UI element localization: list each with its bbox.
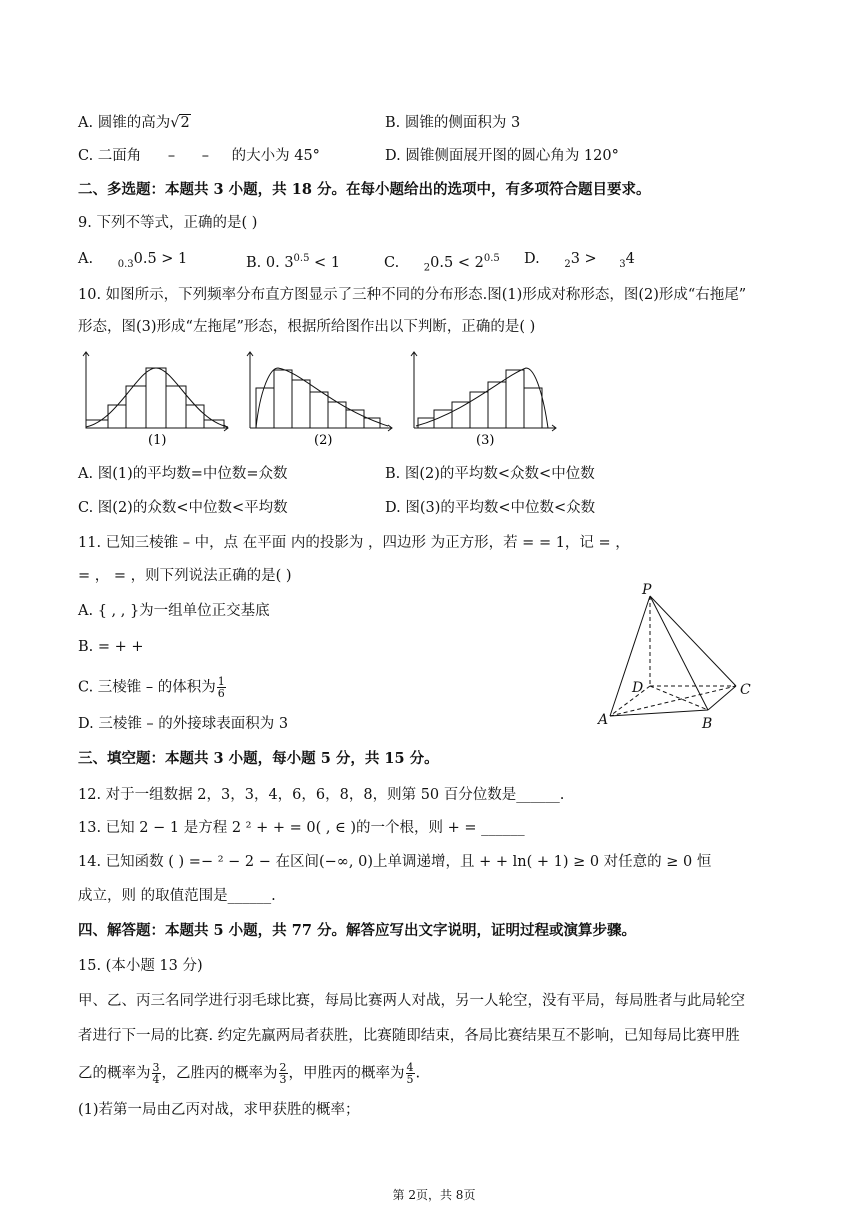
q9-option-b xyxy=(246,249,340,273)
sqrt-symbol: √2 xyxy=(170,115,190,131)
histogram-figure-1 xyxy=(78,350,238,448)
q15-text-b: ，乙胜丙的概率为 xyxy=(161,1065,278,1082)
fraction-numerator: 1 xyxy=(217,675,225,688)
q15-text-c: ，甲胜丙的概率为 xyxy=(288,1065,405,1082)
q8-option-a xyxy=(78,113,191,133)
page-footer: 第 2页，共 8页 xyxy=(392,1188,476,1202)
q15-header: 15. (本小题 13 分) xyxy=(78,958,203,974)
q9-b-label: B. 0. 3 xyxy=(246,254,294,271)
q15-subquestion-1: (1)若第一局由乙丙对战，求甲获胜的概率； xyxy=(78,1102,360,1118)
q9-a-label: A. xyxy=(78,251,94,267)
fraction-numerator: 2 xyxy=(279,1061,287,1074)
q8-option-c xyxy=(78,146,320,166)
q8-option-c-dash2: – xyxy=(201,148,210,164)
fraction-2-3 xyxy=(279,1062,288,1085)
q9-d-sub2: 3 xyxy=(619,258,626,270)
q9-d-label: D. xyxy=(524,251,540,267)
vertex-label-c: C xyxy=(740,682,751,698)
q9-stem: 9. 下列不等式，正确的是( ) xyxy=(78,215,258,231)
q9-b-rest: < 1 xyxy=(309,254,341,271)
q9-option-a xyxy=(78,249,187,275)
vertex-label-d: D xyxy=(632,680,644,696)
q10-option-c: C. 图(2)的众数<中位数<平均数 xyxy=(78,500,288,516)
q8-option-d: D. 圆锥侧面展开图的圆心角为 120° xyxy=(385,148,619,164)
q10-stem-line2: 形态，图(3)形成“左拖尾”形态，根据所给图作出以下判断，正确的是( ) xyxy=(78,319,536,335)
fraction-denominator: 6 xyxy=(217,687,225,700)
section-2-heading: 二、多选题：本题共 3 小题，共 18 分。在每小题给出的选项中，有多项符合题目要求。 xyxy=(78,181,651,198)
q11-option-d: D. 三棱锥 – 的外接球表面积为 3 xyxy=(78,716,289,732)
q8-option-a-text: A. 圆锥的高为 xyxy=(78,115,171,131)
q8-option-c-post: 的大小为 45° xyxy=(231,148,320,164)
vertex-label-p: P xyxy=(642,582,652,598)
q9-d-sub1: 2 xyxy=(564,258,571,270)
fraction-denominator: 5 xyxy=(406,1073,414,1086)
fraction xyxy=(217,676,226,699)
q8-option-c-dash1: – xyxy=(167,148,176,164)
fraction-3-4 xyxy=(152,1062,161,1085)
q14-stem-line1: 14. 已知函数 ( ) =− ² − 2 − 在区间(−∞, 0)上单调递增，且 + + ln( + 1) ≥ 0 对任意的 ≥ 0 恒 xyxy=(78,854,712,870)
histogram-caption-2: (2) xyxy=(314,433,333,448)
q11-option-a: A. { , , }为一组单位正交基底 xyxy=(78,603,270,619)
q11-option-b: B. = + + xyxy=(78,639,144,655)
q15-text-a: 乙的概率为 xyxy=(78,1065,151,1082)
q11-option-c-text: C. 三棱锥 – 的体积为 xyxy=(78,679,216,696)
q9-a-rest: 0.5 > 1 xyxy=(133,251,188,267)
q10-stem-line1: 10. 如图所示，下列频率分布直方图显示了三种不同的分布形态.图(1)形成对称形态，图(2)形成“右拖尾” xyxy=(78,287,747,303)
q15-paragraph-line2: 者进行下一局的比赛. 约定先赢两局者获胜，比赛随即结束，各局比赛结果互不影响，已知每局比赛甲胜 xyxy=(78,1028,740,1044)
vertex-label-b: B xyxy=(702,716,713,732)
q9-c-label: C. xyxy=(384,254,400,271)
q15-text-d: . xyxy=(415,1065,421,1082)
q9-b-sup: 0.5 xyxy=(293,253,310,264)
q8-option-b: B. 圆锥的侧面积为 3 xyxy=(385,115,521,131)
histogram-caption-3: (3) xyxy=(476,433,495,448)
q13-stem: 13. 已知 2 − 1 是方程 2 ² + + = 0( , ∈ )的一个根，则 + = ______ xyxy=(78,820,525,836)
histogram-figure-2 xyxy=(242,350,402,448)
q10-option-a: A. 图(1)的平均数=中位数=众数 xyxy=(78,466,288,482)
q11-stem-line1: 11. 已知三棱锥 – 中，点 在平面 内的投影为 ，四边形 为正方形，若 = = 1，记 = ， xyxy=(78,535,630,551)
q12-stem: 12. 对于一组数据 2，3，3，4，6，6，8，8，则第 50 百分位数是______. xyxy=(78,787,565,803)
q9-c-sup: 0.5 xyxy=(483,253,500,264)
fraction-numerator: 3 xyxy=(152,1061,160,1074)
histogram-figure-3 xyxy=(406,350,566,448)
q14-stem-line2: 成立，则 的取值范围是______. xyxy=(78,888,276,904)
fraction-denominator: 3 xyxy=(279,1073,287,1086)
q9-d-mid: 3 > xyxy=(570,251,597,267)
q15-paragraph-line1: 甲、乙、丙三名同学进行羽毛球比赛，每局比赛两人对战，另一人轮空，没有平局，每局胜者与此局轮空 xyxy=(78,993,745,1009)
q9-c-sub: 2 xyxy=(423,262,431,274)
q9-c-mid: 0.5 < 2 xyxy=(430,254,484,271)
sqrt-radicand: 2 xyxy=(180,115,190,131)
pyramid-figure xyxy=(596,582,764,732)
fraction-4-5 xyxy=(406,1062,415,1085)
q11-option-c xyxy=(78,676,227,699)
q10-option-b: B. 图(2)的平均数<众数<中位数 xyxy=(385,466,595,482)
q8-option-c-pre: C. 二面角 xyxy=(78,148,142,164)
q15-paragraph-line3 xyxy=(78,1062,420,1085)
q9-option-c xyxy=(384,249,500,279)
q9-option-d xyxy=(524,249,635,275)
q9-a-sub: 0.3 xyxy=(117,258,134,270)
section-4-heading: 四、解答题：本题共 5 小题，共 77 分。解答应写出文字说明，证明过程或演算步骤。 xyxy=(78,922,636,939)
q10-option-d: D. 图(3)的平均数<中位数<众数 xyxy=(385,500,596,516)
q9-d-rest: 4 xyxy=(625,251,635,267)
fraction-numerator: 4 xyxy=(406,1061,414,1074)
histogram-caption-1: (1) xyxy=(148,433,167,448)
fraction-denominator: 4 xyxy=(152,1073,160,1086)
section-3-heading: 三、填空题：本题共 3 小题，每小题 5 分，共 15 分。 xyxy=(78,750,439,767)
vertex-label-a: A xyxy=(598,712,609,728)
q11-stem-line2: = ， = ，则下列说法正确的是( ) xyxy=(78,568,292,584)
